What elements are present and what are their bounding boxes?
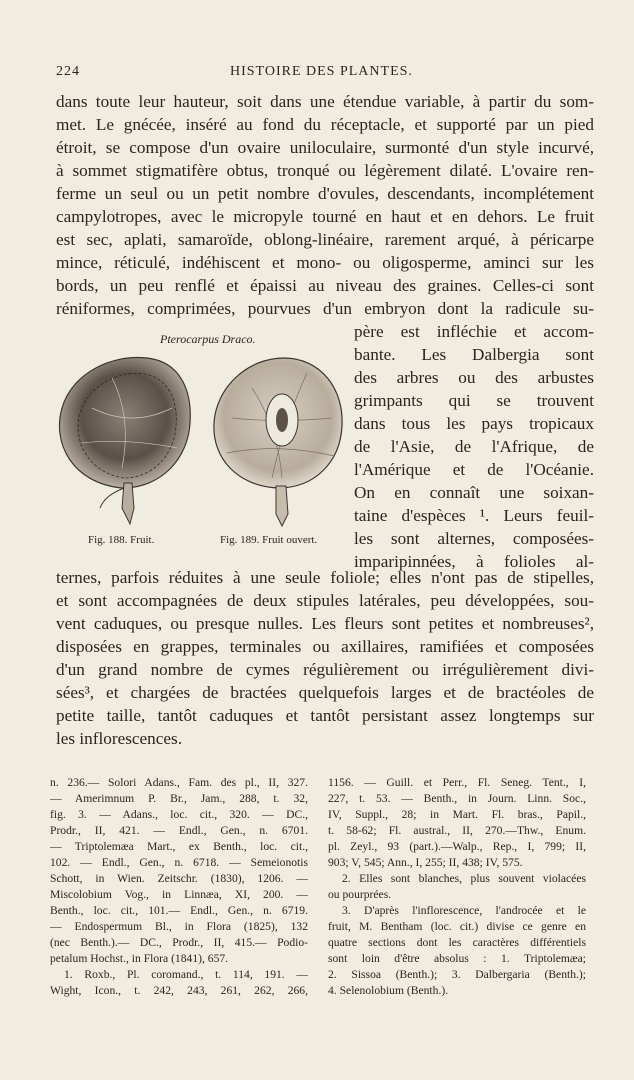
wrap-line: bante. Les Dalbergia sont	[354, 345, 594, 364]
figure-caption-188: Fig. 188. Fruit.	[88, 534, 155, 546]
footnote-line: 3. D'après l'inflorescence, l'androcée et le	[342, 904, 586, 917]
footnote-line: IV, Suppl., 28; in Mart. Fl. bras., Papil.,	[328, 808, 586, 821]
footnote-line: — Amerimnum P. Br., Jam., 288, t. 32,	[50, 792, 308, 805]
body-line: mince, réticulé, indéhiscent et mono- ou oligosperme, aminci sur les	[56, 253, 594, 272]
body-line: bords, un peu renflé et épaissi au niveau des graines. Celles-ci sont	[56, 276, 594, 295]
footnote-line: n. 236.— Solori Adans., Fam. des pl., II, 327.	[50, 776, 308, 789]
footnote-line: Miscolobium Vog., in Linnæa, XI, 200. —	[50, 888, 308, 901]
footnote-line: fruit, M. Bentham (loc. cit.) divise ce genre en	[328, 920, 586, 933]
wrap-line: des arbres ou des arbustes	[354, 368, 594, 387]
page-number: 224	[56, 64, 80, 79]
body-line: et sont accompagnées de deux stipules latérales, peu développées, sou-	[56, 591, 594, 610]
footnote-line: 2. Sissoa (Benth.); 3. Dalbergaria (Benth.);	[328, 968, 586, 981]
footnote-line: t. 58-62; Fl. austral., II, 270.—Thw., Enum.	[328, 824, 586, 837]
body-line: d'un grand nombre de cymes régulièrement ou irrégulièrement divi-	[56, 660, 594, 679]
body-line: met. Le gnécée, inséré au fond du réceptacle, et supporté par un pied	[56, 115, 594, 134]
running-head	[56, 64, 596, 84]
footnotes-left-column	[50, 775, 308, 999]
body-line: sées³, et chargées de bractées quelquefois larges et de bractéoles de	[56, 683, 594, 702]
body-line: étroit, se compose d'un ovaire uniloculaire, surmonté d'un style incurvé,	[56, 138, 594, 157]
fruit-illustration	[52, 348, 348, 534]
footnote-line: Wight, Icon., t. 242, 243, 261, 262, 266,	[50, 984, 308, 997]
footnote-line: sont loin d'être absolus : 1. Triptolemæa;	[328, 952, 586, 965]
footnote-line: ou pourprées.	[328, 888, 392, 901]
footnote-line: fig. 3. — Adans., loc. cit., 320. — DC.,	[50, 808, 308, 821]
footnote-line: quatre sections dont les caractères différentiels	[328, 936, 586, 949]
body-line: disposées en grappes, terminales ou axillaires, ramifiées et composées	[56, 637, 594, 656]
footnote-line: — Endospermum Bl., in Flora (1825), 132	[50, 920, 308, 933]
figure-caption-189: Fig. 189. Fruit ouvert.	[220, 534, 318, 546]
footnote-line: (nec Benth.).— DC., Prodr., II, 415.— Podio-	[50, 936, 308, 949]
wrap-line: les sont alternes, composées-	[354, 529, 594, 548]
body-line: ferme un seul ou un petit nombre d'ovules, descendants, incomplétement	[56, 184, 594, 203]
body-line: dans toute leur hauteur, soit dans une étendue variable, à partir du som-	[56, 92, 594, 111]
footnote-line: 102. — Endl., Gen., n. 6718. — Semeionotis	[50, 856, 308, 869]
body-line: vent caduques, ou presque nulles. Les fleurs sont petites et nombreuses²,	[56, 614, 594, 633]
figure-title: Pterocarpus Draco.	[160, 332, 256, 346]
fruit-open-drawing	[214, 358, 342, 526]
wrap-line: imparipinnées, à folioles al-	[354, 552, 594, 571]
footnote-line: 1. Roxb., Pl. coromand., t. 114, 191. —	[64, 968, 308, 981]
footnote-line: 227, t. 53. — Benth., in Journ. Linn. Soc.,	[328, 792, 586, 805]
wrap-line: l'Amérique et de l'Océanie.	[354, 460, 594, 479]
wrap-line: dans tous les pays tropicaux	[354, 414, 594, 433]
running-title: HISTOIRE DES PLANTES.	[230, 64, 413, 79]
wrap-line: taine d'espèces ¹. Leurs feuil-	[354, 506, 594, 525]
footnote-line: 903; V, 545; Ann., I, 255; II, 438; IV, 575.	[328, 856, 523, 869]
footnote-line: Benth., loc. cit., 101.— Endl., Gen., n. 6719.	[50, 904, 308, 917]
body-line: petite taille, tantôt caduques et tantôt persistant assez longtemps sur	[56, 706, 594, 725]
footnote-line: 1156. — Guill. et Perr., Fl. Seneg. Tent., I,	[328, 776, 586, 789]
wrap-line: grimpants qui se trouvent	[354, 391, 594, 410]
footnotes-right-column	[328, 775, 586, 999]
body-line: est sec, aplati, samaroïde, oblong-linéaire, rarement arqué, à péricarpe	[56, 230, 594, 249]
footnote-line: 4. Selenolobium (Benth.).	[328, 984, 449, 997]
body-line: réniformes, comprimées, pourvues d'un embryon dont la radicule su-	[56, 299, 594, 318]
footnote-line: Prodr., II, 421. — Endl., Gen., n. 6701.	[50, 824, 308, 837]
wrap-line: père est infléchie et accom-	[354, 322, 594, 341]
figure	[52, 326, 348, 556]
body-line: ternes, parfois réduites à une seule foliole; elles n'ont pas de stipelles,	[56, 568, 594, 587]
body-line: campylotropes, avec le micropyle tourné en haut et en dehors. Le fruit	[56, 207, 594, 226]
body-line: les inflorescences.	[56, 729, 182, 748]
wrap-line: de l'Asie, de l'Afrique, de	[354, 437, 594, 456]
fruit-closed-drawing	[60, 357, 191, 524]
wrap-line: On en connaît une soixan-	[354, 483, 594, 502]
footnote-line: pl. Zeyl., 93 (part.).—Walp., Rep., I, 799; II,	[328, 840, 586, 853]
footnote-line: petalum Hochst., in Flora (1841), 657.	[50, 952, 229, 965]
footnote-line: 2. Elles sont blanches, plus souvent violacées	[342, 872, 586, 885]
footnote-line: Schott, in Wien. Zeitschr. (1830), 1206. —	[50, 872, 308, 885]
footnote-line: — Triptolemæa Mart., ex Benth., loc. cit.,	[50, 840, 308, 853]
body-line: à sommet stigmatifère obtus, tronqué ou légèrement dilaté. L'ovaire ren-	[56, 161, 594, 180]
